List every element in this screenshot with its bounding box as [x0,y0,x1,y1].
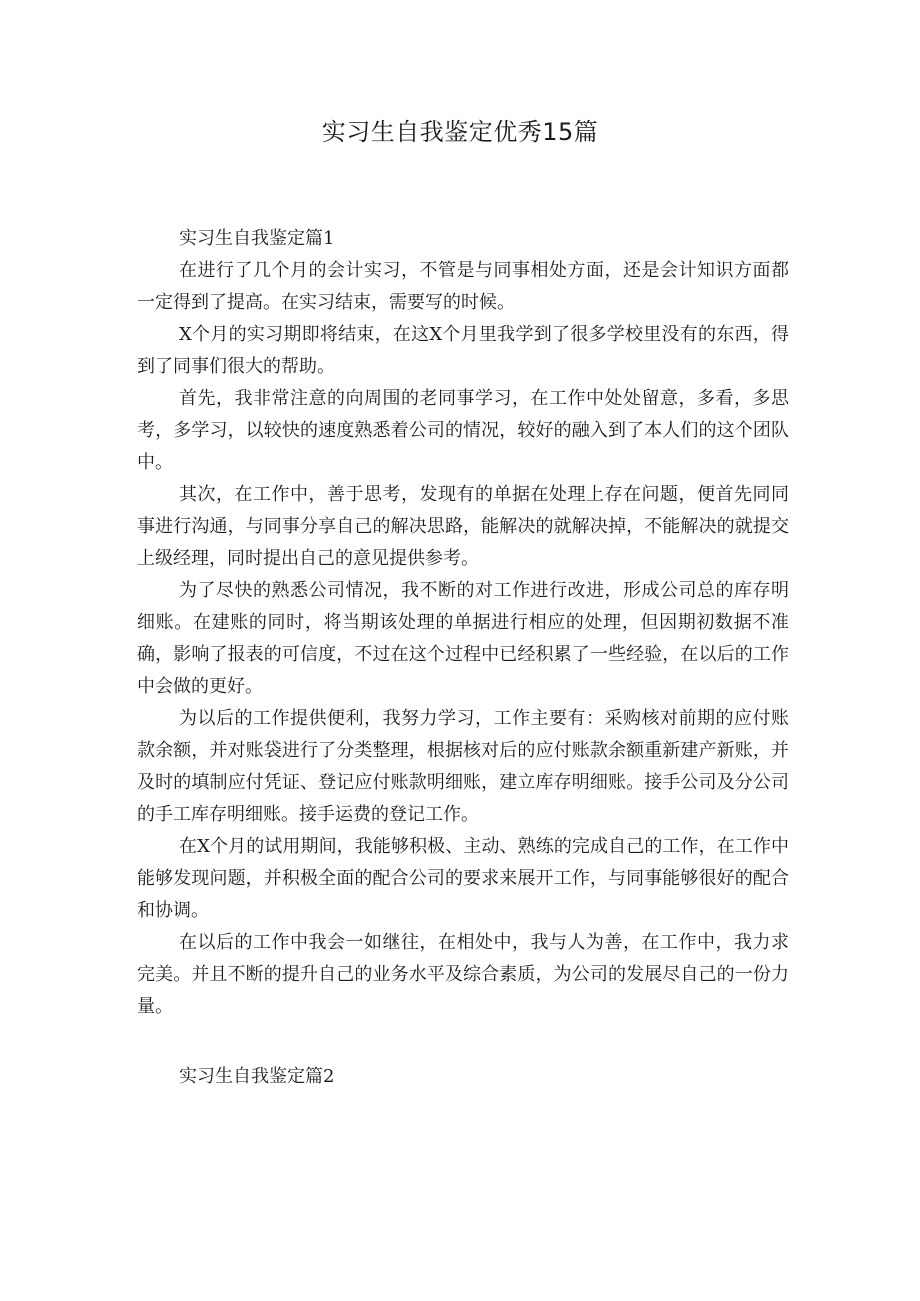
paragraph: 为以后的工作提供便利，我努力学习，工作主要有：采购核对前期的应付账款余额，并对账袋进行了分类整理，根据核对后的应付账款余额重新建产新账，并及时的填制应付凭证、登记应付账款明细账，建立库存明细账。接手公司及分公司的手工库存明细账。接手运费的登记工作。 [137,708,789,825]
section-1 [137,223,789,1023]
section-2 [137,1061,789,1093]
paragraph: 在X个月的试用期间，我能够积极、主动、熟练的完成自己的工作，在工作中能够发现问题，并积极全面的配合公司的要求来展开工作，与同事能够很好的配合和协调。 [137,836,789,921]
paragraph: 为了尽快的熟悉公司情况，我不断的对工作进行改进，形成公司总的库存明细账。在建账的同时，将当期该处理的单据进行相应的处理，但因期初数据不准确，影响了报表的可信度，不过在这个过程中已经积累了一些经验，在以后的工作中会做的更好。 [137,580,789,697]
section-heading: 实习生自我鉴定篇1 [179,228,335,249]
document-body [137,223,789,1093]
document-title: 实习生自我鉴定优秀15篇 [321,118,599,146]
section-heading: 实习生自我鉴定篇2 [179,1066,335,1087]
section-gap [137,1023,789,1061]
paragraph: 在进行了几个月的会计实习，不管是与同事相处方面，还是会计知识方面都一定得到了提高。在实习结束，需要写的时候。 [137,260,789,313]
paragraph: 在以后的工作中我会一如继往，在相处中，我与人为善，在工作中，我力求完美。并且不断的提升自己的业务水平及综合素质，为公司的发展尽自己的一份力量。 [137,932,789,1017]
paragraph: 首先，我非常注意的向周围的老同事学习，在工作中处处留意，多看，多思考，多学习，以较快的速度熟悉着公司的情况，较好的融入到了本人们的这个团队中。 [137,388,789,473]
paragraph: X个月的实习期即将结束，在这X个月里我学到了很多学校里没有的东西，得到了同事们很大的帮助。 [137,324,789,377]
paragraph: 其次，在工作中，善于思考，发现有的单据在处理上存在问题，便首先同同事进行沟通，与同事分享自己的解决思路，能解决的就解决掉，不能解决的就提交上级经理，同时提出自己的意见提供参考。 [137,484,789,569]
